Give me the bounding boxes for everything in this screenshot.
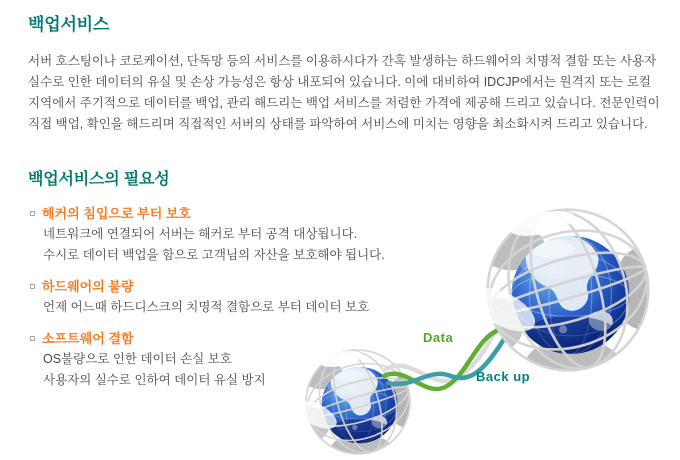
globes-illustration bbox=[290, 195, 680, 460]
square-bullet-icon bbox=[30, 336, 35, 341]
intro-line: 서버 호스팅이나 코로케이션, 단독망 등의 서비스를 이용하시다가 간혹 발생하는 하드웨어의 치명적 결함 또는 사용자 bbox=[28, 54, 657, 68]
necessity-item-text: 언제 어느때 하드디스크의 치명적 결함으로 부터 데이터 보호 bbox=[43, 300, 370, 314]
section-title: 백업서비스의 필요성 bbox=[28, 171, 170, 188]
page-title: 백업서비스 bbox=[28, 15, 110, 34]
backup-globe-icon bbox=[466, 195, 670, 389]
backup-label: Back up bbox=[476, 369, 531, 384]
intro-line: 직접 백업, 확인을 해드리며 직접적인 서버의 상태를 파악하여 서비스에 미치는 영향을 최소화시켜 드리고 있습니다. bbox=[28, 117, 648, 131]
intro-line: 실수로 인한 데이터의 유실 및 손상 가능성은 항상 내포되어 있습니다. 이에 대비하여 IDCJP에서는 원격지 또는 로컬 bbox=[28, 75, 651, 89]
necessity-item-heading: 소프트웨어 결함 bbox=[42, 331, 134, 346]
necessity-item-heading: 하드웨어의 불량 bbox=[42, 279, 134, 294]
necessity-item-text: 수시로 데이터 백업을 함으로 고객님의 자산을 보호해야 됩니다. bbox=[43, 248, 385, 262]
square-bullet-icon bbox=[30, 211, 35, 216]
intro-line: 지역에서 주기적으로 데이터를 백업, 관리 해드리는 백업 서비스를 저렴한 가격에 제공해 드리고 있습니다. 전문인력이 bbox=[28, 96, 660, 110]
necessity-item-text: OS불량으로 인한 데이터 손실 보호 bbox=[43, 352, 232, 366]
necessity-item-text: 네트워크에 연결되어 서버는 해커로 부터 공격 대상됩니다. bbox=[43, 227, 358, 241]
necessity-item-text: 사용자의 실수로 인하여 데이터 유실 방지 bbox=[43, 373, 266, 387]
square-bullet-icon bbox=[30, 284, 35, 289]
globes-graphic bbox=[290, 195, 680, 460]
data-label: Data bbox=[423, 330, 454, 345]
intro-paragraph bbox=[28, 51, 668, 135]
server-globe-icon bbox=[292, 338, 424, 460]
necessity-item-heading: 해커의 침입으로 부터 보호 bbox=[42, 206, 191, 221]
